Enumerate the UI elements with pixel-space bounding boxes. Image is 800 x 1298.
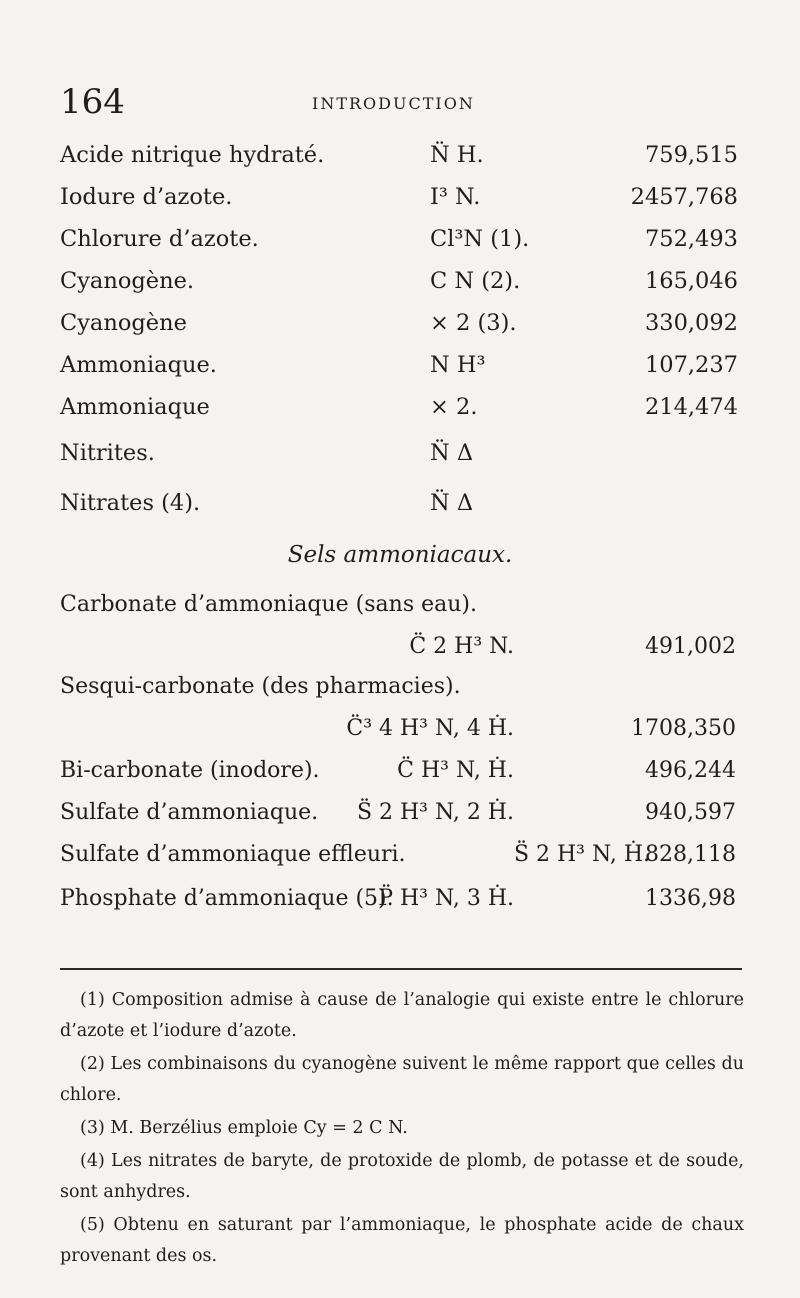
page-number: 164 xyxy=(60,82,125,122)
table-row xyxy=(0,758,800,788)
table-row xyxy=(0,310,800,340)
compound-value: 214,474 xyxy=(644,394,738,420)
compound-value: 165,046 xyxy=(644,268,738,294)
compound-name: Chlorure d’azote. xyxy=(60,226,259,252)
compound-formula: C N (2). xyxy=(430,268,521,294)
footnote: (5) Obtenu en saturant par l’ammoniaque, le phosphate acide de chaux provenant des os. xyxy=(60,1215,744,1266)
salt-name: Phosphate d’ammoniaque (5). xyxy=(60,886,394,911)
table-row xyxy=(0,634,800,664)
compound-value: 330,092 xyxy=(644,310,738,336)
compound-value: 2457,768 xyxy=(630,184,738,210)
compound-value: 759,515 xyxy=(644,142,738,168)
salt-value: 491,002 xyxy=(645,634,736,659)
salt-value: 496,244 xyxy=(645,758,736,783)
compound-formula: N̈ Δ xyxy=(430,490,474,516)
table-row xyxy=(0,352,800,382)
table-row xyxy=(0,226,800,256)
table-row xyxy=(0,716,800,746)
table-row xyxy=(0,142,800,172)
table-row xyxy=(0,842,800,872)
compound-formula: N̈ H. xyxy=(430,142,484,168)
footnote: (3) M. Berzélius emploie Cy = 2 C N. xyxy=(80,1118,408,1138)
compound-formula: N H³ xyxy=(430,352,486,378)
table-row xyxy=(0,490,800,520)
compound-name: Cyanogène. xyxy=(60,268,195,294)
compound-name: Acide nitrique hydraté. xyxy=(60,142,325,168)
salt-value: 940,597 xyxy=(645,800,736,825)
footnotes xyxy=(60,985,744,1274)
salt-formula: S̈ 2 H³ N, Ḣ. xyxy=(513,842,650,867)
compound-formula: I³ N. xyxy=(430,184,481,210)
compound-value: 107,237 xyxy=(644,352,738,378)
salt-name: Sesqui-carbonate (des pharmacies). xyxy=(60,674,461,699)
table-row xyxy=(0,184,800,214)
footnote-rule xyxy=(60,968,742,970)
footnote: (4) Les nitrates de baryte, de protoxide de plomb, de potasse et de soude, sont anhydres. xyxy=(60,1151,744,1202)
compound-name: Cyanogène xyxy=(60,310,187,336)
salt-formula: P̈ H³ N, 3 Ḣ. xyxy=(378,886,514,911)
section-title: Sels ammoniacaux. xyxy=(287,542,513,568)
compound-formula: Cl³N (1). xyxy=(430,226,530,252)
table-row xyxy=(0,674,800,704)
table-row xyxy=(0,592,800,622)
salt-value: 828,118 xyxy=(645,842,736,867)
table-row xyxy=(0,800,800,830)
compound-name: Ammoniaque. xyxy=(60,352,217,378)
salt-name: Carbonate d’ammoniaque (sans eau). xyxy=(60,592,478,617)
salt-name: Sulfate d’ammoniaque effleuri. xyxy=(60,842,406,867)
compound-formula: N̈ Δ xyxy=(430,440,474,466)
footnote: (1) Composition admise à cause de l’analogie qui existe entre le chlorure d’azote et l’iodure d’azote. xyxy=(60,990,744,1041)
table-row xyxy=(0,886,800,916)
compound-name: Ammoniaque xyxy=(60,394,210,420)
table-row xyxy=(0,394,800,424)
compound-formula: × 2 (3). xyxy=(430,310,517,336)
salt-value: 1708,350 xyxy=(631,716,736,741)
salt-value: 1336,98 xyxy=(645,886,736,911)
salt-formula: C̈³ 4 H³ N, 4 Ḣ. xyxy=(346,716,514,741)
salt-formula: S̈ 2 H³ N, 2 Ḣ. xyxy=(356,800,514,825)
compound-name: Nitrites. xyxy=(60,440,155,466)
salt-formula: C̈ 2 H³ N. xyxy=(409,634,514,659)
salt-name: Bi-carbonate (inodore). xyxy=(60,758,320,783)
salt-formula: C̈ H³ N, Ḣ. xyxy=(397,758,514,783)
compound-name: Nitrates (4). xyxy=(60,490,201,516)
footnote: (2) Les combinaisons du cyanogène suivent le même rapport que celles du chlore. xyxy=(60,1054,744,1105)
compound-name: Iodure d’azote. xyxy=(60,184,233,210)
compound-value: 752,493 xyxy=(644,226,738,252)
salt-name: Sulfate d’ammoniaque. xyxy=(60,800,319,825)
compound-formula: × 2. xyxy=(430,394,478,420)
table-row xyxy=(0,440,800,470)
running-title: INTRODUCTION xyxy=(312,94,475,113)
table-row xyxy=(0,268,800,298)
